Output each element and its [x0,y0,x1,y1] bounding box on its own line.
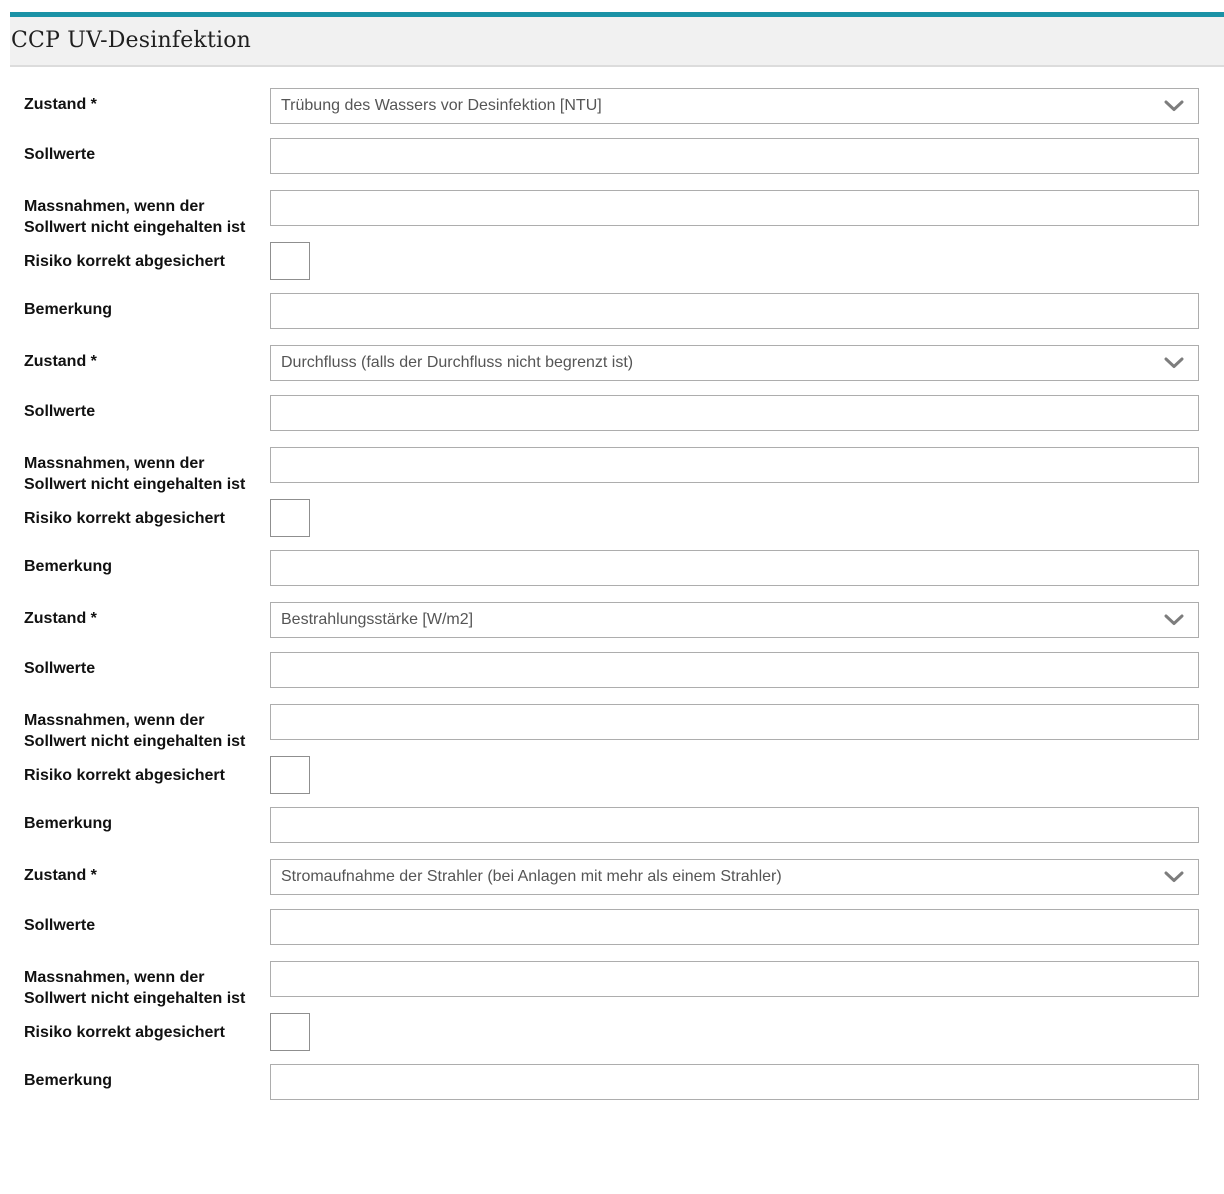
ccp-form [10,67,1224,1122]
risiko-checkbox[interactable] [270,499,310,537]
risiko-checkbox[interactable] [270,756,310,794]
sollwerte-input[interactable] [270,909,1199,945]
massnahmen-label: Massnahmen, wenn der Sollwert nicht eingehalten ist [24,455,246,493]
zustand-selected-value: Trübung des Wassers vor Desinfektion [NTU] [281,97,602,114]
chevron-down-icon [1164,871,1184,883]
massnahmen-input[interactable] [270,704,1199,740]
zustand-label: Zustand * [24,867,97,884]
massnahmen-label: Massnahmen, wenn der Sollwert nicht eingehalten ist [24,198,246,236]
zustand-select[interactable] [270,602,1199,638]
form-row-risiko [24,756,1199,794]
risiko-label: Risiko korrekt abgesichert [24,1023,225,1041]
page [10,12,1224,1122]
sollwerte-label: Sollwerte [24,403,96,420]
form-row-massnahmen [24,704,1199,752]
sollwerte-label: Sollwerte [24,917,96,934]
chevron-down-icon [1164,357,1184,369]
sollwerte-label: Sollwerte [24,146,96,163]
risiko-checkbox[interactable] [270,1013,310,1051]
sollwerte-input[interactable] [270,395,1199,431]
form-row-sollwerte [24,652,1199,688]
ccp-field-group [24,88,1199,329]
massnahmen-input[interactable] [270,961,1199,997]
form-row-sollwerte [24,909,1199,945]
form-row-sollwerte [24,138,1199,174]
zustand-select[interactable] [270,345,1199,381]
form-row-zustand [24,345,1199,381]
form-row-zustand [24,88,1199,124]
zustand-label: Zustand * [24,353,97,370]
bemerkung-input[interactable] [270,807,1199,843]
form-row-risiko [24,499,1199,537]
massnahmen-input[interactable] [270,447,1199,483]
risiko-checkbox[interactable] [270,242,310,280]
risiko-label: Risiko korrekt abgesichert [24,252,225,270]
sollwerte-input[interactable] [270,138,1199,174]
bemerkung-input[interactable] [270,293,1199,329]
zustand-label: Zustand * [24,610,97,627]
chevron-down-icon [1164,100,1184,112]
ccp-field-group [24,859,1199,1100]
risiko-label: Risiko korrekt abgesichert [24,766,225,784]
bemerkung-label: Bemerkung [24,558,113,575]
sollwerte-label: Sollwerte [24,660,96,677]
zustand-select[interactable] [270,859,1199,895]
section-header[interactable] [10,17,1224,67]
bemerkung-input[interactable] [270,1064,1199,1100]
bemerkung-input[interactable] [270,550,1199,586]
form-row-massnahmen [24,961,1199,1009]
form-row-zustand [24,602,1199,638]
page-title: CCP UV-Desinfektion [11,28,252,53]
form-row-massnahmen [24,190,1199,238]
risiko-label: Risiko korrekt abgesichert [24,509,225,527]
zustand-selected-value: Durchfluss (falls der Durchfluss nicht begrenzt ist) [281,354,634,371]
ccp-field-group [24,345,1199,586]
form-row-risiko [24,242,1199,280]
form-row-bemerkung [24,293,1199,329]
zustand-selected-value: Bestrahlungsstärke [W/m2] [281,611,474,628]
zustand-select[interactable] [270,88,1199,124]
form-row-bemerkung [24,807,1199,843]
form-row-risiko [24,1013,1199,1051]
zustand-label: Zustand * [24,96,97,113]
chevron-down-icon [1164,614,1184,626]
form-row-massnahmen [24,447,1199,495]
ccp-field-group [24,602,1199,843]
form-row-zustand [24,859,1199,895]
form-row-sollwerte [24,395,1199,431]
massnahmen-input[interactable] [270,190,1199,226]
zustand-selected-value: Stromaufnahme der Strahler (bei Anlagen mit mehr als einem Strahler) [281,868,782,885]
massnahmen-label: Massnahmen, wenn der Sollwert nicht eingehalten ist [24,969,246,1007]
form-row-bemerkung [24,1064,1199,1100]
bemerkung-label: Bemerkung [24,815,113,832]
bemerkung-label: Bemerkung [24,301,113,318]
sollwerte-input[interactable] [270,652,1199,688]
form-row-bemerkung [24,550,1199,586]
massnahmen-label: Massnahmen, wenn der Sollwert nicht eingehalten ist [24,712,246,750]
bemerkung-label: Bemerkung [24,1072,113,1089]
